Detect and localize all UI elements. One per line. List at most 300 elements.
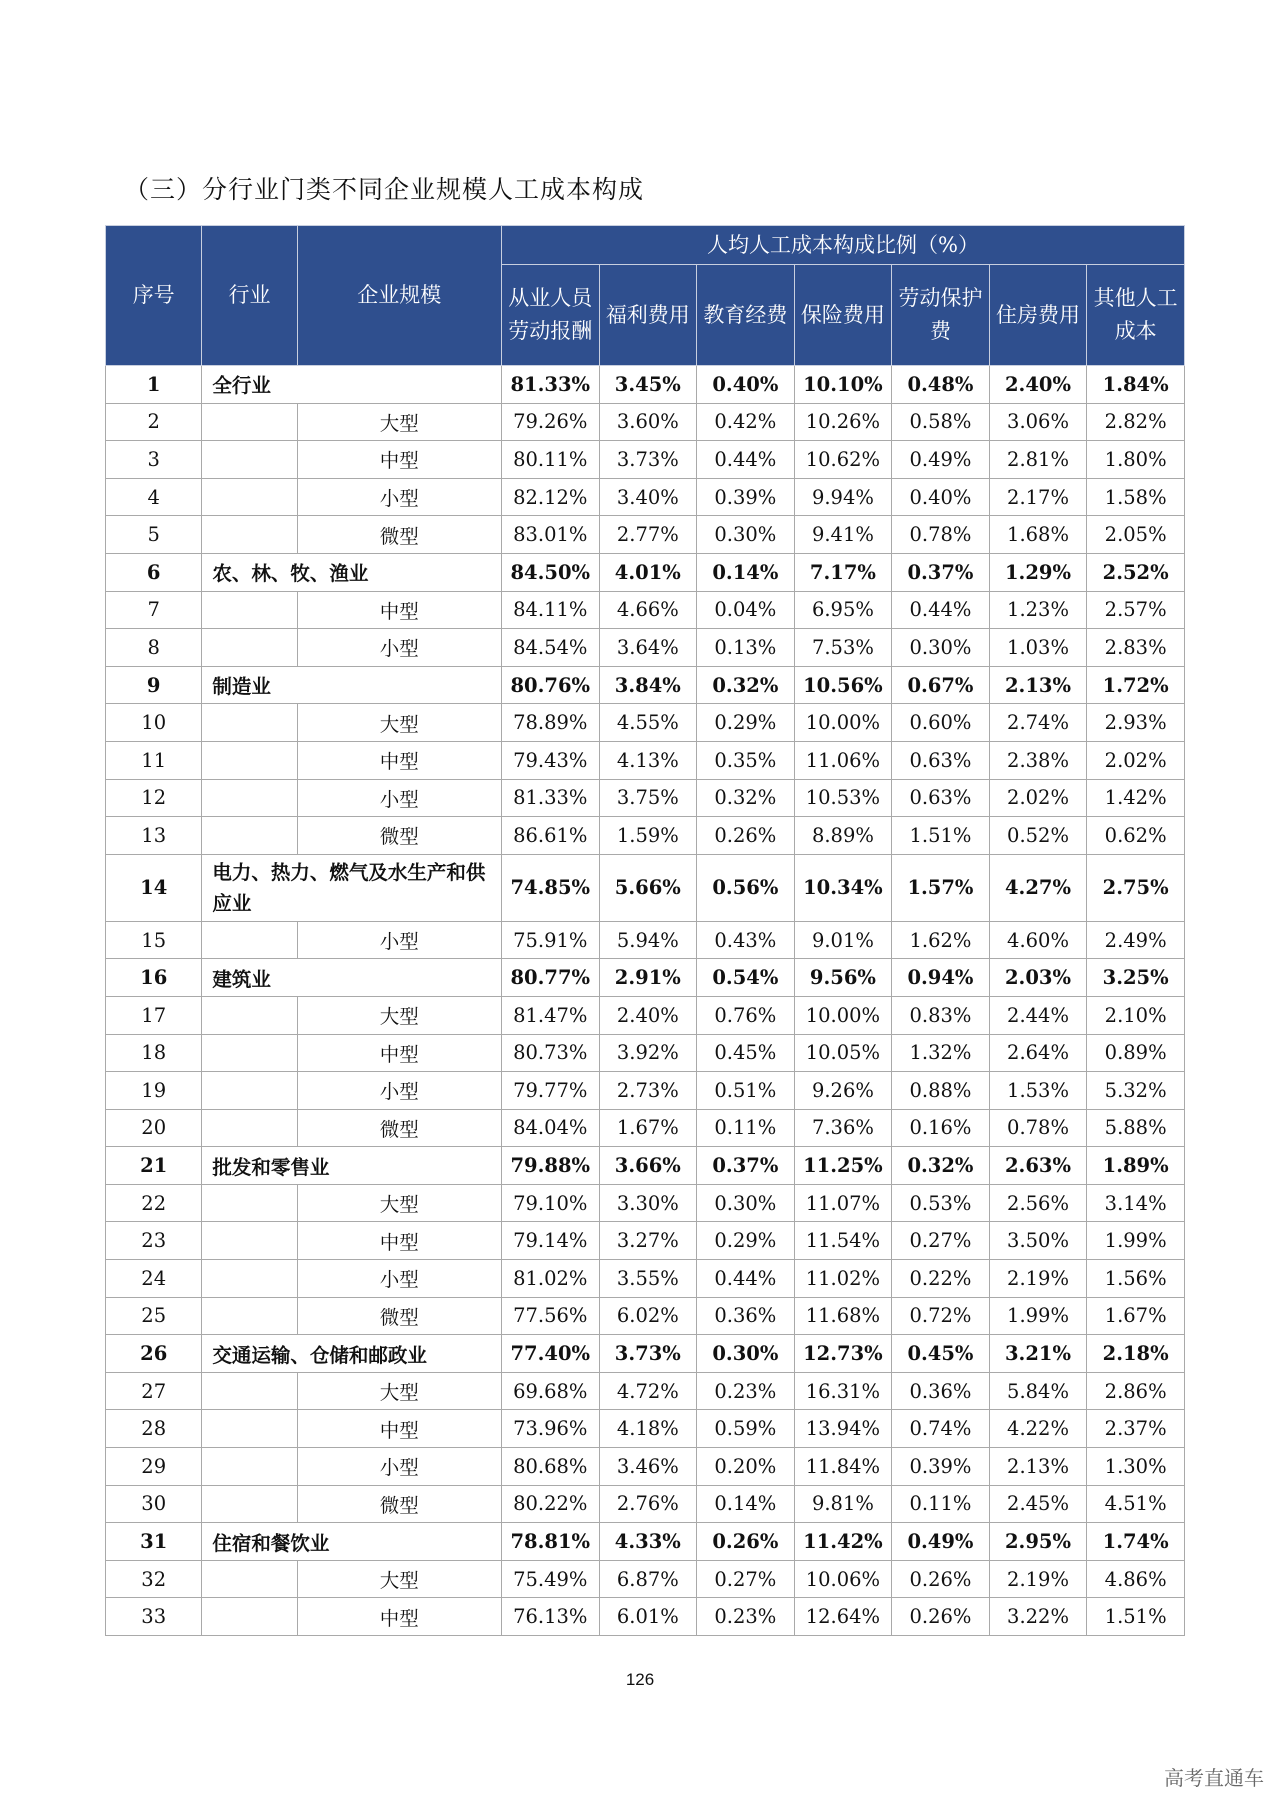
value-cell: 76.13% <box>502 1598 600 1636</box>
value-cell: 3.73% <box>599 441 697 479</box>
value-cell: 11.25% <box>794 1147 892 1185</box>
table-body <box>106 366 1185 1636</box>
scale-cell: 微型 <box>297 817 501 855</box>
value-cell: 6.95% <box>794 591 892 629</box>
value-cell: 8.89% <box>794 817 892 855</box>
value-cell: 1.51% <box>892 817 990 855</box>
value-cell: 1.80% <box>1087 441 1185 479</box>
value-cell: 5.32% <box>1087 1072 1185 1110</box>
value-cell: 0.44% <box>892 591 990 629</box>
industry-cell: 全行业 <box>202 366 502 404</box>
value-cell: 2.02% <box>1087 741 1185 779</box>
value-cell: 10.00% <box>794 996 892 1034</box>
industry-cell <box>202 1372 297 1410</box>
value-cell: 80.73% <box>502 1034 600 1072</box>
value-cell: 0.60% <box>892 704 990 742</box>
industry-cell: 制造业 <box>202 666 502 704</box>
industry-cell <box>202 1109 297 1147</box>
industry-cell <box>202 1410 297 1448</box>
value-cell: 2.64% <box>989 1034 1087 1072</box>
value-cell: 12.64% <box>794 1598 892 1636</box>
table-row <box>106 1034 1185 1072</box>
industry-cell <box>202 1448 297 1486</box>
scale-cell: 中型 <box>297 1222 501 1260</box>
seq-cell: 20 <box>106 1109 202 1147</box>
industry-cell: 批发和零售业 <box>202 1147 502 1185</box>
value-cell: 11.07% <box>794 1184 892 1222</box>
value-cell: 2.02% <box>989 779 1087 817</box>
scale-cell: 大型 <box>297 1560 501 1598</box>
value-cell: 73.96% <box>502 1410 600 1448</box>
seq-cell: 5 <box>106 516 202 554</box>
header-col-pay: 从业人员劳动报酬 <box>502 265 600 366</box>
value-cell: 2.57% <box>1087 591 1185 629</box>
table-row <box>106 366 1185 404</box>
value-cell: 5.84% <box>989 1372 1087 1410</box>
value-cell: 2.93% <box>1087 704 1185 742</box>
table-row <box>106 1485 1185 1523</box>
value-cell: 0.23% <box>697 1598 795 1636</box>
seq-cell: 10 <box>106 704 202 742</box>
value-cell: 0.51% <box>697 1072 795 1110</box>
value-cell: 0.14% <box>697 553 795 591</box>
value-cell: 3.45% <box>599 366 697 404</box>
scale-cell: 大型 <box>297 996 501 1034</box>
header-col-protection: 劳动保护费 <box>892 265 990 366</box>
value-cell: 0.88% <box>892 1072 990 1110</box>
value-cell: 2.52% <box>1087 553 1185 591</box>
value-cell: 11.42% <box>794 1523 892 1561</box>
value-cell: 0.63% <box>892 779 990 817</box>
scale-cell: 微型 <box>297 1485 501 1523</box>
value-cell: 1.67% <box>599 1109 697 1147</box>
table-row <box>106 629 1185 667</box>
value-cell: 9.56% <box>794 959 892 997</box>
industry-cell <box>202 1485 297 1523</box>
value-cell: 3.25% <box>1087 959 1185 997</box>
value-cell: 11.06% <box>794 741 892 779</box>
value-cell: 0.49% <box>892 441 990 479</box>
industry-cell <box>202 403 297 441</box>
value-cell: 0.78% <box>892 516 990 554</box>
value-cell: 4.60% <box>989 921 1087 959</box>
value-cell: 1.74% <box>1087 1523 1185 1561</box>
header-seq: 序号 <box>106 226 202 366</box>
header-col-housing: 住房费用 <box>989 265 1087 366</box>
scale-cell: 中型 <box>297 1410 501 1448</box>
value-cell: 10.05% <box>794 1034 892 1072</box>
value-cell: 0.32% <box>697 666 795 704</box>
value-cell: 0.16% <box>892 1109 990 1147</box>
value-cell: 2.40% <box>989 366 1087 404</box>
value-cell: 0.37% <box>892 553 990 591</box>
value-cell: 10.06% <box>794 1560 892 1598</box>
value-cell: 3.06% <box>989 403 1087 441</box>
seq-cell: 27 <box>106 1372 202 1410</box>
header-col-welfare: 福利费用 <box>599 265 697 366</box>
industry-cell <box>202 1598 297 1636</box>
value-cell: 0.36% <box>892 1372 990 1410</box>
value-cell: 2.10% <box>1087 996 1185 1034</box>
seq-cell: 21 <box>106 1147 202 1185</box>
table-row <box>106 1335 1185 1373</box>
industry-cell: 住宿和餐饮业 <box>202 1523 502 1561</box>
value-cell: 0.53% <box>892 1184 990 1222</box>
value-cell: 1.30% <box>1087 1448 1185 1486</box>
industry-cell <box>202 1222 297 1260</box>
value-cell: 0.27% <box>697 1560 795 1598</box>
value-cell: 1.68% <box>989 516 1087 554</box>
value-cell: 2.86% <box>1087 1372 1185 1410</box>
value-cell: 1.03% <box>989 629 1087 667</box>
value-cell: 9.94% <box>794 478 892 516</box>
value-cell: 7.53% <box>794 629 892 667</box>
header-col-other: 其他人工成本 <box>1087 265 1185 366</box>
value-cell: 0.29% <box>697 704 795 742</box>
value-cell: 10.53% <box>794 779 892 817</box>
table-row <box>106 1297 1185 1335</box>
value-cell: 82.12% <box>502 478 600 516</box>
value-cell: 77.40% <box>502 1335 600 1373</box>
industry-cell <box>202 741 297 779</box>
scale-cell: 大型 <box>297 1372 501 1410</box>
value-cell: 0.39% <box>697 478 795 516</box>
table-row <box>106 1072 1185 1110</box>
table-row <box>106 553 1185 591</box>
value-cell: 0.26% <box>697 817 795 855</box>
industry-cell <box>202 441 297 479</box>
seq-cell: 3 <box>106 441 202 479</box>
value-cell: 0.32% <box>697 779 795 817</box>
industry-cell <box>202 1184 297 1222</box>
seq-cell: 18 <box>106 1034 202 1072</box>
industry-cell <box>202 921 297 959</box>
table-row <box>106 441 1185 479</box>
seq-cell: 31 <box>106 1523 202 1561</box>
value-cell: 5.66% <box>599 854 697 921</box>
value-cell: 0.13% <box>697 629 795 667</box>
value-cell: 0.26% <box>892 1560 990 1598</box>
industry-cell <box>202 1260 297 1298</box>
value-cell: 0.40% <box>697 366 795 404</box>
table-row <box>106 1523 1185 1561</box>
value-cell: 4.51% <box>1087 1485 1185 1523</box>
value-cell: 2.18% <box>1087 1335 1185 1373</box>
table-row <box>106 403 1185 441</box>
value-cell: 84.54% <box>502 629 600 667</box>
value-cell: 1.89% <box>1087 1147 1185 1185</box>
value-cell: 83.01% <box>502 516 600 554</box>
value-cell: 3.64% <box>599 629 697 667</box>
value-cell: 2.45% <box>989 1485 1087 1523</box>
value-cell: 0.42% <box>697 403 795 441</box>
value-cell: 2.49% <box>1087 921 1185 959</box>
value-cell: 0.74% <box>892 1410 990 1448</box>
table-row <box>106 478 1185 516</box>
value-cell: 0.56% <box>697 854 795 921</box>
value-cell: 2.40% <box>599 996 697 1034</box>
value-cell: 4.86% <box>1087 1560 1185 1598</box>
value-cell: 81.33% <box>502 779 600 817</box>
value-cell: 0.26% <box>697 1523 795 1561</box>
table-row <box>106 1372 1185 1410</box>
value-cell: 1.72% <box>1087 666 1185 704</box>
value-cell: 3.21% <box>989 1335 1087 1373</box>
value-cell: 0.63% <box>892 741 990 779</box>
value-cell: 0.30% <box>697 1184 795 1222</box>
value-cell: 0.30% <box>892 629 990 667</box>
value-cell: 6.01% <box>599 1598 697 1636</box>
seq-cell: 32 <box>106 1560 202 1598</box>
value-cell: 3.92% <box>599 1034 697 1072</box>
value-cell: 3.75% <box>599 779 697 817</box>
value-cell: 11.68% <box>794 1297 892 1335</box>
seq-cell: 14 <box>106 854 202 921</box>
scale-cell: 大型 <box>297 403 501 441</box>
value-cell: 5.88% <box>1087 1109 1185 1147</box>
value-cell: 9.41% <box>794 516 892 554</box>
value-cell: 3.30% <box>599 1184 697 1222</box>
value-cell: 0.58% <box>892 403 990 441</box>
value-cell: 9.26% <box>794 1072 892 1110</box>
industry-cell <box>202 1560 297 1598</box>
seq-cell: 13 <box>106 817 202 855</box>
value-cell: 0.30% <box>697 516 795 554</box>
scale-cell: 中型 <box>297 591 501 629</box>
industry-cell <box>202 629 297 667</box>
value-cell: 7.17% <box>794 553 892 591</box>
table-row <box>106 1598 1185 1636</box>
value-cell: 79.26% <box>502 403 600 441</box>
value-cell: 2.82% <box>1087 403 1185 441</box>
value-cell: 84.50% <box>502 553 600 591</box>
header-group: 人均人工成本构成比例（%） <box>502 226 1185 265</box>
value-cell: 3.60% <box>599 403 697 441</box>
value-cell: 10.00% <box>794 704 892 742</box>
seq-cell: 19 <box>106 1072 202 1110</box>
value-cell: 2.83% <box>1087 629 1185 667</box>
value-cell: 81.47% <box>502 996 600 1034</box>
value-cell: 2.95% <box>989 1523 1087 1561</box>
value-cell: 0.44% <box>697 441 795 479</box>
scale-cell: 中型 <box>297 741 501 779</box>
value-cell: 0.32% <box>892 1147 990 1185</box>
table-row <box>106 1260 1185 1298</box>
value-cell: 0.62% <box>1087 817 1185 855</box>
value-cell: 0.37% <box>697 1147 795 1185</box>
value-cell: 74.85% <box>502 854 600 921</box>
value-cell: 3.66% <box>599 1147 697 1185</box>
scale-cell: 大型 <box>297 1184 501 1222</box>
value-cell: 0.40% <box>892 478 990 516</box>
labor-cost-table <box>105 225 1185 1636</box>
seq-cell: 9 <box>106 666 202 704</box>
value-cell: 79.77% <box>502 1072 600 1110</box>
value-cell: 3.46% <box>599 1448 697 1486</box>
seq-cell: 17 <box>106 996 202 1034</box>
value-cell: 2.13% <box>989 666 1087 704</box>
value-cell: 0.59% <box>697 1410 795 1448</box>
industry-cell <box>202 516 297 554</box>
value-cell: 0.30% <box>697 1335 795 1373</box>
value-cell: 1.57% <box>892 854 990 921</box>
value-cell: 2.74% <box>989 704 1087 742</box>
seq-cell: 26 <box>106 1335 202 1373</box>
seq-cell: 6 <box>106 553 202 591</box>
seq-cell: 2 <box>106 403 202 441</box>
industry-cell: 交通运输、仓储和邮政业 <box>202 1335 502 1373</box>
value-cell: 10.10% <box>794 366 892 404</box>
value-cell: 0.72% <box>892 1297 990 1335</box>
value-cell: 81.33% <box>502 366 600 404</box>
value-cell: 1.67% <box>1087 1297 1185 1335</box>
industry-cell: 电力、热力、燃气及水生产和供应业 <box>202 854 502 921</box>
value-cell: 0.11% <box>697 1109 795 1147</box>
section-title: （三）分行业门类不同企业规模人工成本构成 <box>124 175 645 204</box>
scale-cell: 小型 <box>297 629 501 667</box>
value-cell: 1.32% <box>892 1034 990 1072</box>
table-row <box>106 921 1185 959</box>
value-cell: 78.89% <box>502 704 600 742</box>
value-cell: 0.23% <box>697 1372 795 1410</box>
value-cell: 0.49% <box>892 1523 990 1561</box>
industry-cell <box>202 591 297 629</box>
seq-cell: 22 <box>106 1184 202 1222</box>
value-cell: 13.94% <box>794 1410 892 1448</box>
value-cell: 0.45% <box>697 1034 795 1072</box>
value-cell: 79.10% <box>502 1184 600 1222</box>
table-row <box>106 1147 1185 1185</box>
value-cell: 80.22% <box>502 1485 600 1523</box>
value-cell: 4.22% <box>989 1410 1087 1448</box>
value-cell: 7.36% <box>794 1109 892 1147</box>
table-row <box>106 854 1185 921</box>
industry-cell <box>202 1034 297 1072</box>
value-cell: 4.01% <box>599 553 697 591</box>
industry-cell <box>202 704 297 742</box>
value-cell: 2.76% <box>599 1485 697 1523</box>
industry-cell: 农、林、牧、渔业 <box>202 553 502 591</box>
value-cell: 84.11% <box>502 591 600 629</box>
value-cell: 1.42% <box>1087 779 1185 817</box>
value-cell: 3.55% <box>599 1260 697 1298</box>
value-cell: 1.58% <box>1087 478 1185 516</box>
industry-cell: 建筑业 <box>202 959 502 997</box>
seq-cell: 28 <box>106 1410 202 1448</box>
value-cell: 0.27% <box>892 1222 990 1260</box>
value-cell: 2.19% <box>989 1260 1087 1298</box>
value-cell: 0.44% <box>697 1260 795 1298</box>
scale-cell: 中型 <box>297 1034 501 1072</box>
value-cell: 2.63% <box>989 1147 1087 1185</box>
scale-cell: 微型 <box>297 1109 501 1147</box>
value-cell: 0.76% <box>697 996 795 1034</box>
value-cell: 12.73% <box>794 1335 892 1373</box>
page-number: 126 <box>625 1670 655 1689</box>
value-cell: 1.84% <box>1087 366 1185 404</box>
seq-cell: 7 <box>106 591 202 629</box>
scale-cell: 小型 <box>297 1260 501 1298</box>
value-cell: 0.54% <box>697 959 795 997</box>
scale-cell: 微型 <box>297 516 501 554</box>
value-cell: 9.01% <box>794 921 892 959</box>
value-cell: 2.38% <box>989 741 1087 779</box>
value-cell: 1.99% <box>989 1297 1087 1335</box>
table-row <box>106 817 1185 855</box>
value-cell: 0.11% <box>892 1485 990 1523</box>
value-cell: 0.48% <box>892 366 990 404</box>
table-row <box>106 704 1185 742</box>
value-cell: 0.45% <box>892 1335 990 1373</box>
industry-cell <box>202 817 297 855</box>
value-cell: 3.50% <box>989 1222 1087 1260</box>
value-cell: 0.22% <box>892 1260 990 1298</box>
value-cell: 10.26% <box>794 403 892 441</box>
value-cell: 3.84% <box>599 666 697 704</box>
value-cell: 10.56% <box>794 666 892 704</box>
industry-cell <box>202 1072 297 1110</box>
header-industry: 行业 <box>202 226 297 366</box>
value-cell: 6.02% <box>599 1297 697 1335</box>
table-row <box>106 666 1185 704</box>
value-cell: 81.02% <box>502 1260 600 1298</box>
seq-cell: 24 <box>106 1260 202 1298</box>
scale-cell: 小型 <box>297 779 501 817</box>
value-cell: 4.72% <box>599 1372 697 1410</box>
value-cell: 0.29% <box>697 1222 795 1260</box>
value-cell: 0.94% <box>892 959 990 997</box>
value-cell: 0.36% <box>697 1297 795 1335</box>
value-cell: 2.19% <box>989 1560 1087 1598</box>
table-row <box>106 1184 1185 1222</box>
value-cell: 79.43% <box>502 741 600 779</box>
table-row <box>106 741 1185 779</box>
value-cell: 84.04% <box>502 1109 600 1147</box>
value-cell: 2.17% <box>989 478 1087 516</box>
scale-cell: 小型 <box>297 921 501 959</box>
header-scale: 企业规模 <box>297 226 501 366</box>
seq-cell: 16 <box>106 959 202 997</box>
scale-cell: 中型 <box>297 1598 501 1636</box>
industry-cell <box>202 779 297 817</box>
industry-cell <box>202 996 297 1034</box>
value-cell: 3.40% <box>599 478 697 516</box>
value-cell: 0.14% <box>697 1485 795 1523</box>
value-cell: 2.91% <box>599 959 697 997</box>
value-cell: 16.31% <box>794 1372 892 1410</box>
value-cell: 10.62% <box>794 441 892 479</box>
scale-cell: 小型 <box>297 478 501 516</box>
value-cell: 0.83% <box>892 996 990 1034</box>
value-cell: 80.68% <box>502 1448 600 1486</box>
table-row <box>106 591 1185 629</box>
scale-cell: 小型 <box>297 1448 501 1486</box>
value-cell: 3.14% <box>1087 1184 1185 1222</box>
value-cell: 2.05% <box>1087 516 1185 554</box>
table-row <box>106 1560 1185 1598</box>
scale-cell: 大型 <box>297 704 501 742</box>
value-cell: 1.51% <box>1087 1598 1185 1636</box>
value-cell: 2.75% <box>1087 854 1185 921</box>
value-cell: 4.33% <box>599 1523 697 1561</box>
value-cell: 5.94% <box>599 921 697 959</box>
seq-cell: 1 <box>106 366 202 404</box>
value-cell: 77.56% <box>502 1297 600 1335</box>
table-row <box>106 1448 1185 1486</box>
seq-cell: 11 <box>106 741 202 779</box>
value-cell: 80.77% <box>502 959 600 997</box>
value-cell: 2.73% <box>599 1072 697 1110</box>
